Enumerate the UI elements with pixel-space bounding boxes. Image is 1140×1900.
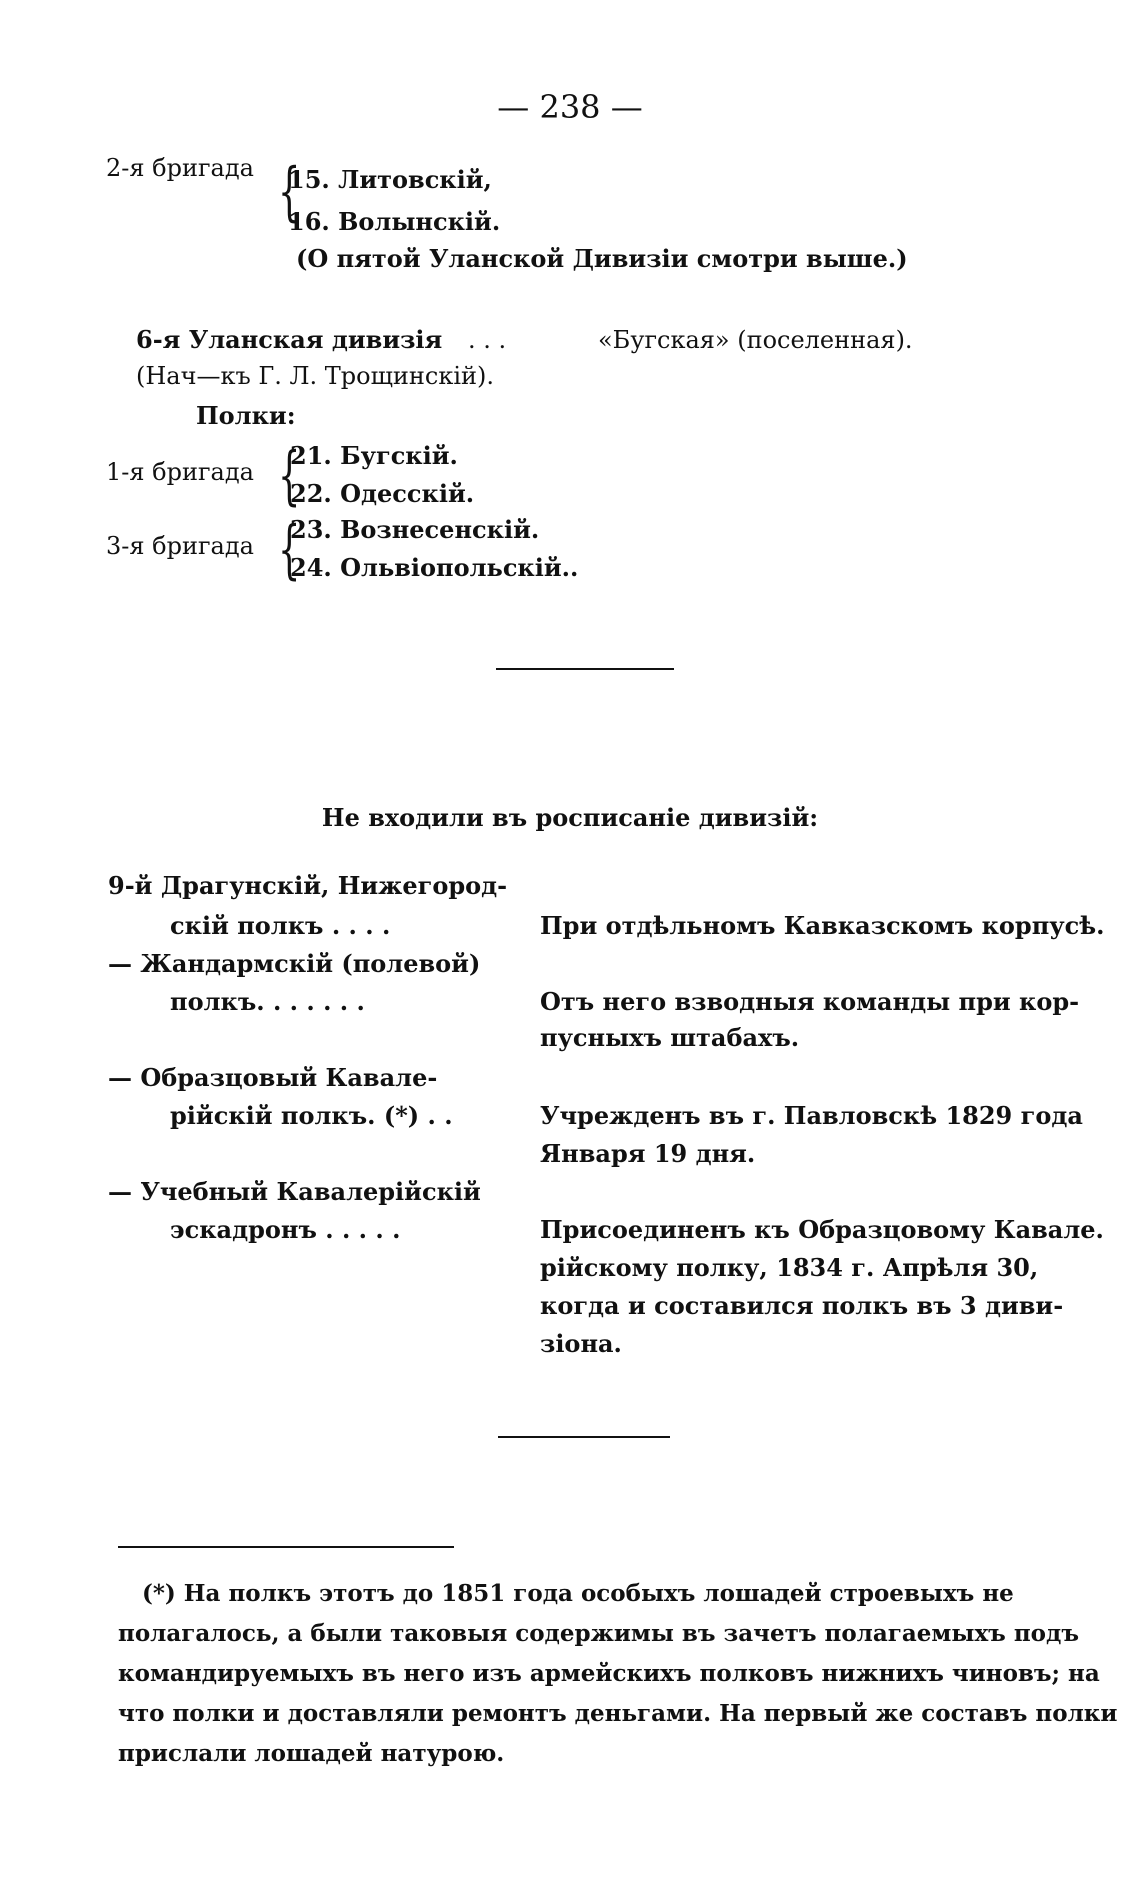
brigade-1-label: 1-я бригада [106,458,254,486]
lancer-5-note: (О пятой Уланской Дивизіи смотри выше.) [296,244,908,273]
model-note-2: Января 19 дня. [540,1139,756,1168]
regiment-16: 16. Волынскій. [288,207,501,236]
gendarme-line-1: — Жандармскій (полевой) [108,949,481,978]
page-number: — 238 — [497,88,643,126]
footnote-line-2: полагалось, а были таковыя содержимы въ зачетъ полагаемыхъ подъ [118,1620,1079,1647]
gendarme-note-2: пусныхъ штабахъ. [540,1023,800,1052]
footnote-line-3: командируемыхъ въ него изъ армейскихъ полковъ нижнихъ чиновъ; на [118,1660,1100,1687]
brace-brigade-1: { [278,439,301,513]
brace-brigade-2: { [278,155,301,229]
model-line-2: рійскій полкъ. (*) . . [170,1101,453,1130]
regiment-21: 21. Бугскій. [290,441,458,470]
footnote-line-5: прислали лошадей натурою. [118,1740,505,1767]
division-6-dots: . . . [468,326,507,354]
section-divider-2 [498,1436,670,1438]
training-note-3: когда и составился полкъ въ 3 диви- [540,1291,1064,1320]
regiment-23: 23. Вознесенскій. [290,515,540,544]
training-note-4: зіона. [540,1329,622,1358]
brace-brigade-3: { [278,513,301,587]
regiment-24: 24. Ольвіопольскій.. [290,553,579,582]
brigade-2-label: 2-я бригада [106,154,254,182]
model-line-1: — Образцовый Кавале- [108,1063,438,1092]
training-note-2: рійскому полку, 1834 г. Апрѣля 30, [540,1253,1039,1282]
footnote-rule [118,1546,454,1548]
dragoon-line-1: 9-й Драгунскій, Нижегород- [108,871,508,900]
training-note-1: Присоединенъ къ Образцовому Кавале. [540,1215,1104,1244]
training-line-1: — Учебный Кавалерійскій [108,1177,481,1206]
section-divider-1 [496,668,674,670]
brigade-3-label: 3-я бригада [106,532,254,560]
gendarme-line-2: полкъ. . . . . . . [170,987,365,1016]
gendarme-note-1: Отъ него взводныя команды при кор- [540,987,1080,1016]
division-6-nickname: «Бугская» (поселенная). [598,326,913,354]
model-note-1: Учрежденъ въ г. Павловскѣ 1829 года [540,1101,1083,1130]
training-line-2: эскадронъ . . . . . [170,1215,401,1244]
regiment-15: 15. Литовскій, [288,165,492,194]
regiments-label: Полки: [196,401,296,430]
regiment-22: 22. Одесскій. [290,479,475,508]
footnote-line-1: (*) На полкъ этотъ до 1851 года особыхъ лошадей строевыхъ не [142,1580,1014,1607]
dragoon-note-1: При отдѣльномъ Кавказскомъ корпусѣ. [540,911,1105,940]
dragoon-line-2: скій полкъ . . . . [170,911,391,940]
outside-title: Не входили въ росписаніе дивизій: [321,803,819,832]
footnote-line-4: что полки и доставляли ремонтъ деньгами. На первый же составъ полки [118,1700,1118,1727]
division-6-title: 6-я Уланская дивизія [136,325,443,354]
division-6-commander: (Нач—къ Г. Л. Трощинскій). [136,362,495,390]
